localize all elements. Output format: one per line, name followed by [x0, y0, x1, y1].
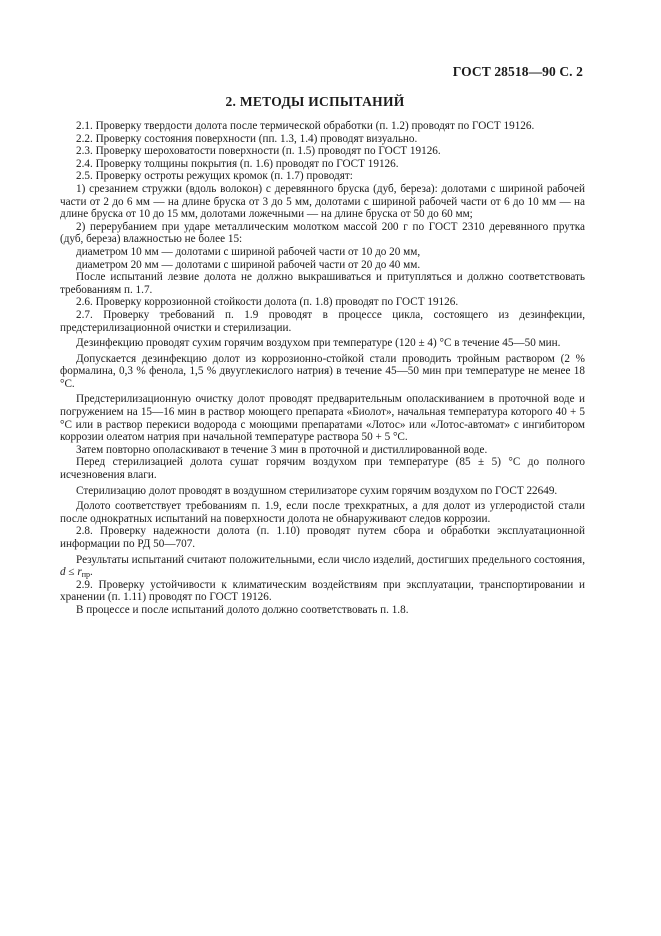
list-item-1: 1) срезанием стружки (вдоль волокон) с деревянного бруска (дуб, береза): долотами с шириной рабочей части от 2 до 6 мм — на длине бруска от 3 до 5 мм, долотами с шириной рабочей части от 6 до 10 мм — на длине бруска от 10 до 15 мм, долотами ложечными — на длине бруска от 50 до 60 мм; [60, 182, 585, 221]
paragraph-2-1: 2.1. Проверку твердости долота после термической обработки (п. 1.2) проводят по ГОСТ 19126. [76, 120, 535, 132]
paragraph-2-7: 2.7. Проверку требований п. 1.9 проводят в процессе цикла, состоящего из дезинфекции, предстерилизационной очистки и стерилизации. [60, 308, 585, 334]
paragraph-2-3: 2.3. Проверку шероховатости поверхности (п. 1.5) проводят по ГОСТ 19126. [76, 145, 441, 158]
diameter-10-line: диаметром 10 мм — долотами с шириной рабочей части от 10 до 20 мм, [76, 245, 421, 258]
section-title: 2. МЕТОДЫ ИСПЫТАНИЙ [225, 94, 405, 109]
formula-lhs: d [60, 566, 66, 579]
paragraph-2-4: 2.4. Проверку толщины покрытия (п. 1.6) проводят по ГОСТ 19126. [76, 157, 399, 170]
paragraph-2-8: 2.8. Проверку надежности долота (п. 1.10) проводят путем сбора и обработки эксплуатационной информации по РД 50—707. [60, 525, 585, 550]
formula-rhs-subscript: пр [81, 570, 90, 580]
list-item-2: 2) перерубанием при ударе металлическим молотком массой 200 г по ГОСТ 2310 деревянного прутка (дуб, береза) влажностью не более 15: [60, 220, 585, 246]
paragraph-2-5: 2.5. Проверку остроты режущих кромок (п. 1.7) проводят: [76, 170, 353, 183]
results-text: Результаты испытаний считают положительными, если число изделий, достигших предельного состояния, [76, 553, 585, 566]
after-tests-paragraph: После испытаний лезвие долота не должно выкрашиваться и притупляться и должно соответствовать требованиям п. 1.7. [60, 271, 585, 296]
drying-paragraph: Перед стерилизацией долота сушат горячим воздухом при температуре (85 ± 5) °С до полного исчезновения влаги. [60, 456, 585, 482]
paragraph-2-6: 2.6. Проверку коррозионной стойкости долота (п. 1.8) проводят по ГОСТ 19126. [76, 296, 459, 309]
presterilization-paragraph: Предстерилизационную очистку долот проводят предварительным ополаскиванием в проточной воде и погружением на 15—16 мин в раствор моющего препарата «Биолот», начальная температура которого 40 + 5 °С или в раствор перекиси водорода с моющими препаратами «Лотос» или «Лотос-автомат» с ингибитором коррозии олеатом натрия при начальной температуре раствора 50 + 5 °С. [60, 393, 585, 444]
rinse-paragraph: Затем повторно ополаскивают в течение 3 мин в проточной и дистиллированной воде. [76, 443, 488, 456]
compliance-paragraph: Долото соответствует требованиям п. 1.9, если после трехкратных, а для долот из углеродистой стали после однократных испытаний на поверхности долота не обнаруживают следов коррозии. [60, 500, 585, 525]
diameter-20-line: диаметром 20 мм — долотами с шириной рабочей части от 20 до 40 мм. [76, 258, 421, 271]
results-paragraph [60, 554, 585, 579]
formula-operator: ≤ [65, 566, 78, 579]
disinfection-paragraph: Дезинфекцию проводят сухим горячим воздухом при температуре (120 ± 4) °С в течение 45—50 мин. [76, 337, 561, 350]
final-paragraph: В процессе и после испытаний долото должно соответствовать п. 1.8. [76, 603, 409, 616]
allowed-disinfection-paragraph: Допускается дезинфекцию долот из коррозионно-стойкой стали проводить тройным раствором (2 % формалина, 0,3 % фенола, 1,5 % двууглекислого натрия) в течение 45—50 мин при температуре не менее 18 °С. [60, 352, 585, 390]
paragraph-2-9: 2.9. Проверку устойчивости к климатическим воздействиям при эксплуатации, транспортировании и хранении (п. 1.11) проводят по ГОСТ 19126. [60, 578, 585, 604]
paragraph-2-2: 2.2. Проверку состояния поверхности (пп. 1.3, 1.4) проводят визуально. [76, 132, 418, 145]
formula-end: . [89, 566, 93, 579]
page-header: ГОСТ 28518—90 С. 2 [452, 64, 583, 79]
section-body [60, 120, 585, 617]
sterilization-paragraph: Стерилизацию долот проводят в воздушном стерилизаторе сухим горячим воздухом по ГОСТ 22649. [76, 484, 558, 497]
formula-rhs: r [77, 566, 82, 579]
